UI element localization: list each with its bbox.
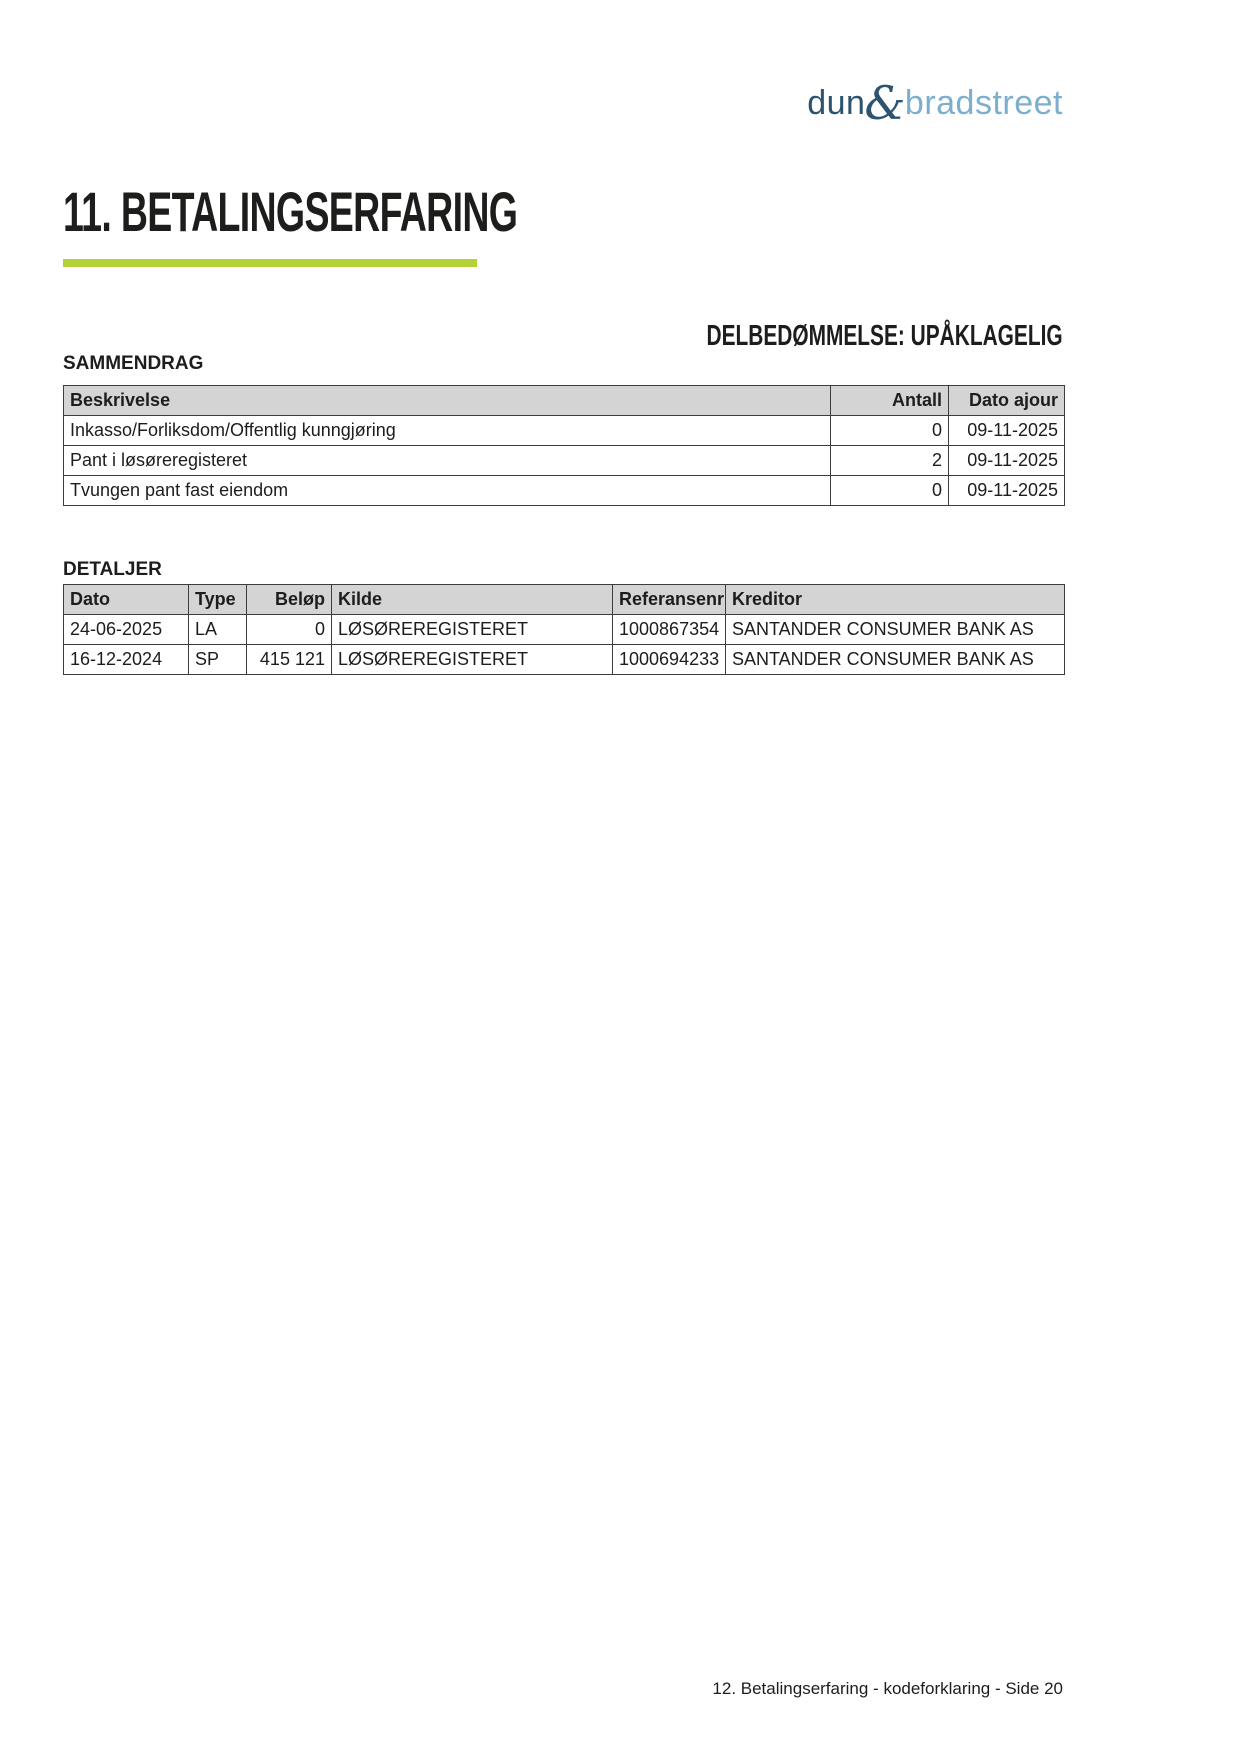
- cell-kilde: LØSØREREGISTERET: [332, 615, 613, 645]
- cell-referansenr: 1000867354: [613, 615, 726, 645]
- cell-type: SP: [189, 645, 247, 675]
- summary-table: [63, 385, 1065, 506]
- cell-dato-ajour: 09-11-2025: [949, 416, 1065, 446]
- cell-kilde: LØSØREREGISTERET: [332, 645, 613, 675]
- details-table: [63, 584, 1065, 675]
- col-header-referansenr: Referansenr: [613, 585, 726, 615]
- col-header-kilde: Kilde: [332, 585, 613, 615]
- col-header-kreditor: Kreditor: [726, 585, 1065, 615]
- details-row: [64, 615, 1065, 645]
- summary-header-row: [64, 386, 1065, 416]
- cell-antall: 2: [831, 446, 949, 476]
- cell-dato-ajour: 09-11-2025: [949, 446, 1065, 476]
- col-header-type: Type: [189, 585, 247, 615]
- logo-text-bradstreet: bradstreet: [904, 84, 1063, 122]
- cell-referansenr: 1000694233: [613, 645, 726, 675]
- details-row: [64, 645, 1065, 675]
- cell-dato: 16-12-2024: [64, 645, 189, 675]
- cell-beskrivelse: Tvungen pant fast eiendom: [64, 476, 831, 506]
- cell-kreditor: SANTANDER CONSUMER BANK AS: [726, 645, 1065, 675]
- col-header-belop: Beløp: [247, 585, 332, 615]
- cell-beskrivelse: Inkasso/Forliksdom/Offentlig kunngjøring: [64, 416, 831, 446]
- summary-row: [64, 446, 1065, 476]
- cell-dato: 24-06-2025: [64, 615, 189, 645]
- title-accent-bar: [63, 259, 477, 267]
- dun-and-bradstreet-logo: [807, 76, 1063, 130]
- summary-row: [64, 416, 1065, 446]
- cell-type: LA: [189, 615, 247, 645]
- logo-ampersand-icon: &: [864, 76, 906, 130]
- cell-dato-ajour: 09-11-2025: [949, 476, 1065, 506]
- col-header-antall: Antall: [831, 386, 949, 416]
- details-header-row: [64, 585, 1065, 615]
- col-header-dato-ajour: Dato ajour: [949, 386, 1065, 416]
- summary-row: [64, 476, 1065, 506]
- cell-beskrivelse: Pant i løsøreregisteret: [64, 446, 831, 476]
- cell-antall: 0: [831, 476, 949, 506]
- col-header-beskrivelse: Beskrivelse: [64, 386, 831, 416]
- page-footer: 12. Betalingserfaring - kodeforklaring - Side 20: [712, 1679, 1063, 1698]
- page-title: 11. BETALINGSERFARING: [63, 180, 518, 243]
- cell-belop: 0: [247, 615, 332, 645]
- logo-text-dun: dun: [807, 84, 866, 122]
- summary-section-label: SAMMENDRAG: [63, 353, 204, 374]
- details-section-label: DETALJER: [63, 559, 162, 580]
- cell-antall: 0: [831, 416, 949, 446]
- col-header-dato: Dato: [64, 585, 189, 615]
- cell-belop: 415 121: [247, 645, 332, 675]
- assessment-heading: DELBEDØMMELSE: UPÅKLAGELIG: [706, 320, 1063, 352]
- cell-kreditor: SANTANDER CONSUMER BANK AS: [726, 615, 1065, 645]
